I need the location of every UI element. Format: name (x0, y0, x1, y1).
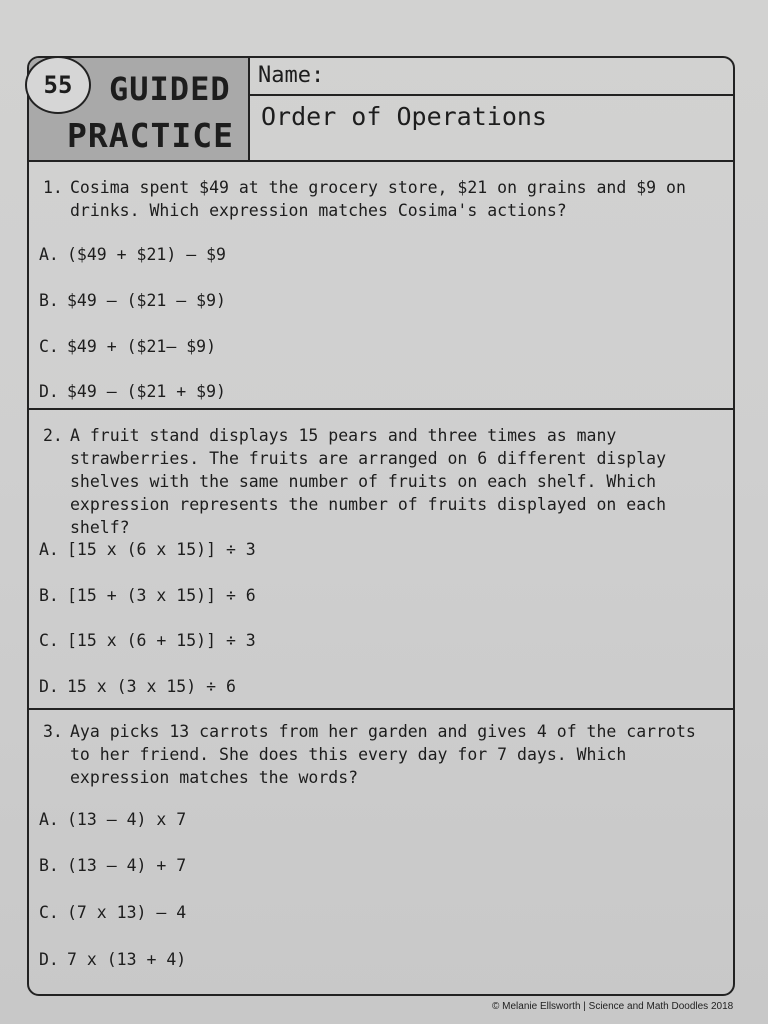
question-number: 3. (43, 722, 63, 741)
option-d[interactable] (39, 382, 226, 401)
option-letter: B. (39, 856, 59, 875)
option-letter: C. (39, 903, 59, 922)
option-letter: D. (39, 950, 59, 969)
option-c[interactable] (39, 903, 186, 922)
question-2 (29, 410, 733, 710)
option-letter: C. (39, 631, 59, 650)
page-number: 55 (25, 56, 91, 114)
question-text: Cosima spent $49 at the grocery store, $21 on grains and $9 on drinks. Which expression matches Cosima's actions? (70, 178, 686, 220)
copyright-footer: © Melanie Ellsworth | Science and Math Doodles 2018 (492, 1001, 734, 1012)
option-a[interactable] (39, 245, 226, 264)
option-letter: A. (39, 810, 59, 829)
title-badge (29, 58, 250, 160)
title-practice: PRACTICE (67, 116, 234, 155)
option-text: [15 x (6 + 15)] ÷ 3 (67, 631, 256, 650)
option-b[interactable] (39, 856, 186, 875)
question-number: 2. (43, 426, 63, 445)
option-text: $49 – ($21 + $9) (67, 382, 226, 401)
option-text: [15 x (6 x 15)] ÷ 3 (67, 540, 256, 559)
option-letter: B. (39, 291, 59, 310)
option-text: 15 x (3 x 15) ÷ 6 (67, 677, 236, 696)
question-text: A fruit stand displays 15 pears and three times as many strawberries. The fruits are arranged on 6 different display shelves with the same number of fruits on each shelf. Which expression represents the number of fruits displayed on each shelf? (70, 426, 667, 537)
option-letter: B. (39, 586, 59, 605)
option-letter: D. (39, 382, 59, 401)
option-letter: D. (39, 677, 59, 696)
option-text: ($49 + $21) – $9 (67, 245, 226, 264)
option-letter: C. (39, 337, 59, 356)
option-b[interactable] (39, 291, 226, 310)
question-1 (29, 160, 733, 410)
question-text: Aya picks 13 carrots from her garden and gives 4 of the carrots to her friend. She does this every day for 7 days. Which expression matches the words? (70, 722, 696, 787)
worksheet-frame (27, 56, 735, 996)
option-a[interactable] (39, 810, 186, 829)
question-3 (29, 710, 733, 994)
title-guided: GUIDED (109, 70, 231, 108)
option-d[interactable] (39, 677, 236, 696)
question-2-text-block (43, 424, 703, 539)
option-text: $49 – ($21 – $9) (67, 291, 226, 310)
topic-title: Order of Operations (261, 102, 547, 131)
option-c[interactable] (39, 337, 216, 356)
option-text: (13 – 4) x 7 (67, 810, 187, 829)
option-d[interactable] (39, 950, 186, 969)
option-text: [15 + (3 x 15)] ÷ 6 (67, 586, 256, 605)
option-b[interactable] (39, 586, 256, 605)
question-1-text-block (43, 176, 703, 222)
name-label: Name: (258, 63, 325, 88)
option-text: (13 – 4) + 7 (67, 856, 187, 875)
option-text: 7 x (13 + 4) (67, 950, 187, 969)
option-text: (7 x 13) – 4 (67, 903, 187, 922)
option-a[interactable] (39, 540, 256, 559)
option-letter: A. (39, 540, 59, 559)
worksheet-header (29, 58, 733, 162)
option-letter: A. (39, 245, 59, 264)
option-c[interactable] (39, 631, 256, 650)
question-number: 1. (43, 178, 63, 197)
name-field[interactable] (250, 58, 733, 96)
question-3-text-block (43, 720, 703, 789)
option-text: $49 + ($21– $9) (67, 337, 217, 356)
